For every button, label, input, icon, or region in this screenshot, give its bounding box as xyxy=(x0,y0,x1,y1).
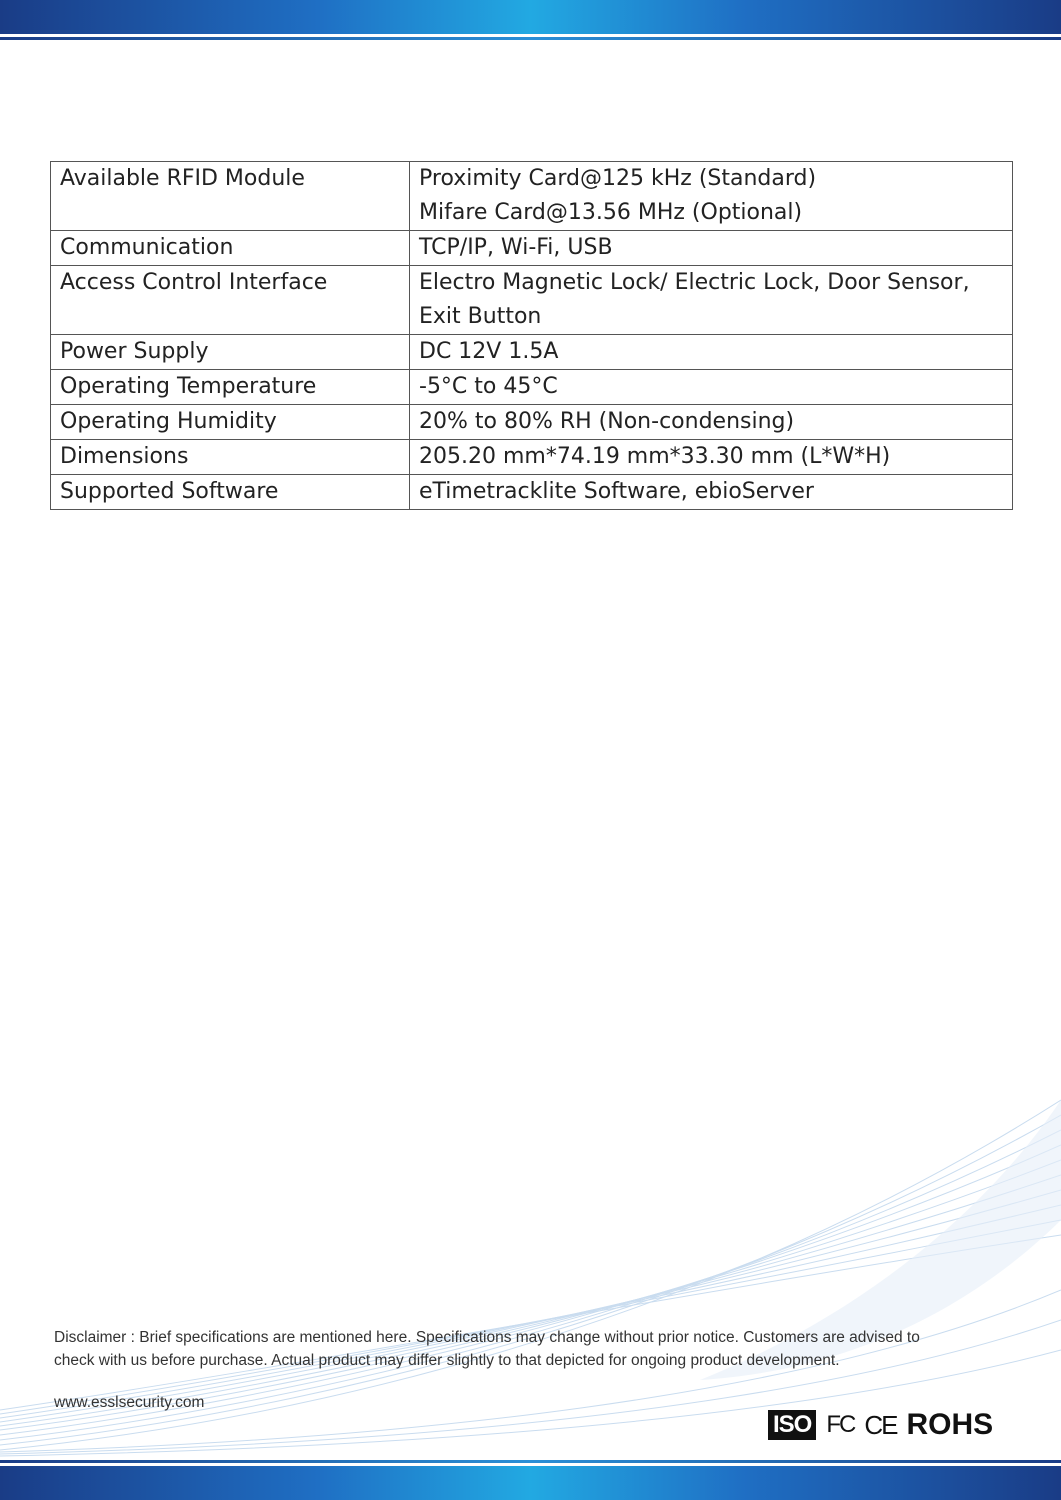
spec-label: Power Supply xyxy=(51,335,410,370)
table-row xyxy=(51,440,1013,475)
spec-value-line: Mifare Card@13.56 MHz (Optional) xyxy=(419,200,803,225)
spec-value-line: Proximity Card@125 kHz (Standard) xyxy=(419,166,817,191)
spec-value: 20% to 80% RH (Non-condensing) xyxy=(410,405,1013,440)
table-row xyxy=(51,335,1013,370)
spec-table xyxy=(50,161,1013,510)
certification-logos xyxy=(768,1408,993,1442)
spec-label: Operating Humidity xyxy=(51,405,410,440)
spec-value xyxy=(410,266,1013,335)
spec-label: Communication xyxy=(51,231,410,266)
spec-value: DC 12V 1.5A xyxy=(410,335,1013,370)
table-row xyxy=(51,231,1013,266)
fcc-logo-icon: FC xyxy=(826,1411,855,1438)
spec-value xyxy=(410,162,1013,231)
disclaimer-line: check with us before purchase. Actual product may differ slightly to that depicted for ongoing product development. xyxy=(54,1352,840,1369)
disclaimer-line: Disclaimer : Brief specifications are mentioned here. Specifications may change without prior notice. Customers are advised to xyxy=(54,1329,920,1346)
footer-banner xyxy=(0,1466,1061,1500)
table-row xyxy=(51,405,1013,440)
header-banner xyxy=(0,0,1061,34)
footer-rule xyxy=(0,1460,1061,1463)
spec-label: Supported Software xyxy=(51,475,410,510)
table-row xyxy=(51,370,1013,405)
spec-label: Operating Temperature xyxy=(51,370,410,405)
spec-label: Dimensions xyxy=(51,440,410,475)
header-rule xyxy=(0,37,1061,40)
website-link[interactable]: www.esslsecurity.com xyxy=(54,1394,205,1411)
iso-logo-icon: ISO xyxy=(768,1410,816,1440)
spec-value-line: Exit Button xyxy=(419,304,542,329)
table-row xyxy=(51,162,1013,231)
disclaimer-text xyxy=(54,1326,1014,1372)
ce-logo-icon: CE xyxy=(864,1409,897,1440)
spec-value: -5°C to 45°C xyxy=(410,370,1013,405)
table-row xyxy=(51,475,1013,510)
spec-value: eTimetracklite Software, ebioServer xyxy=(410,475,1013,510)
spec-label: Access Control Interface xyxy=(51,266,410,335)
rohs-logo-icon: ROHS xyxy=(906,1408,994,1441)
spec-label: Available RFID Module xyxy=(51,162,410,231)
table-row xyxy=(51,266,1013,335)
spec-value: TCP/IP, Wi-Fi, USB xyxy=(410,231,1013,266)
spec-value: 205.20 mm*74.19 mm*33.30 mm (L*W*H) xyxy=(410,440,1013,475)
spec-value-line: Electro Magnetic Lock/ Electric Lock, Door Sensor, xyxy=(419,270,970,295)
